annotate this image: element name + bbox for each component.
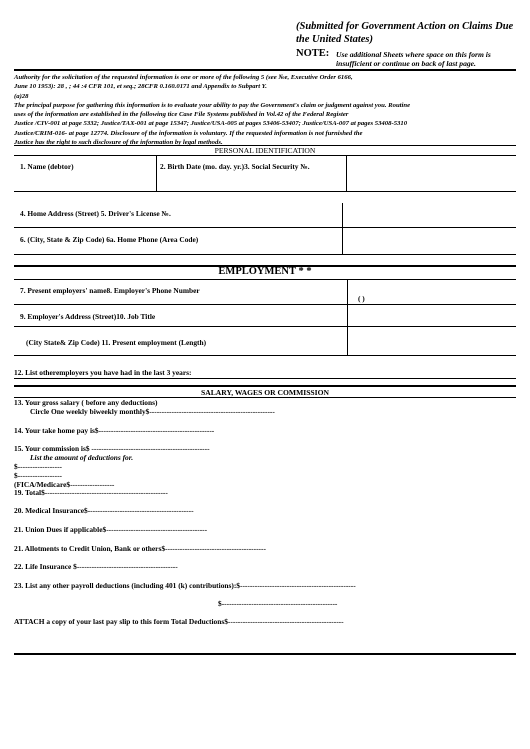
attach-total-deductions-line: ATTACH a copy of your last pay slip to this form Total Deductions$----------------------------------------------- [14, 617, 344, 626]
gross-salary-label: 13. Your gross salary ( before any deductions) [14, 398, 158, 407]
medical-insurance-line: 20. Medical Insurance$------------------------------------------- [14, 506, 194, 515]
top-rule [14, 69, 516, 71]
divider [346, 155, 347, 191]
divider [342, 227, 343, 254]
divider [14, 279, 516, 280]
deduction-blank-2: $------------------ [14, 471, 62, 480]
salary-rule [14, 385, 516, 387]
divider [14, 254, 516, 255]
divider [14, 304, 516, 305]
section-header-personal: PERSONAL IDENTIFICATION [214, 146, 316, 155]
phone-area-code: ( ) [358, 294, 365, 303]
deduction-blank-1: $------------------ [14, 462, 62, 471]
authority-text: Authority for the solicitation of the requested information is one or more of the following 5 (see №e, Executive Order 6166, June 10 1953): 28 , ; 44 :4 CFR 101, et seq.; 28CFR 0.160.0171 and Appendix to Subpart Y. (a)28 The principal purpose for gathering this information is to evaluate your ability to pay the Government's claim or judgment against you. Routine uses of the information are established in the following tice Case File Systems published in Vol.42 of the Federal Register Justice /CIV-001 at page 5332; Justice/TAX-001 at page 15347; Justice/USA-005 at pages 53406-53407; Justice/USA-007 at pages 53408-5310 Justice/CRIM-016- at page 12774. Disclosure of the information is voluntary. If the requested information is not furnished the Justice has the right to such disclosure of the information by legal methods. [14, 74, 411, 147]
total-line: 19. Total$-------------------------------------------------- [14, 488, 168, 497]
divider [347, 326, 348, 355]
divider [14, 227, 516, 228]
take-home-line: 14. Your take home pay is$----------------------------------------------- [14, 426, 215, 435]
commission-line: 15. Your commission is$ ------------------------------------------------ [14, 444, 210, 453]
divider [347, 304, 348, 326]
additional-deduction-line: $----------------------------------------------- [218, 599, 338, 608]
home-address-label: 4. Home Address (Street) 5. Driver's License №. [20, 209, 171, 218]
note-text: Use additional Sheets where space on this form is insufficient or continue on back of last page. [336, 50, 491, 68]
divider [156, 155, 157, 191]
other-payroll-line: 23. List any other payroll deductions (including 401 (k) contributions):$----------------------------------------------- [14, 581, 356, 590]
deductions-instruction: List the amount of deductions for. [30, 453, 134, 462]
bottom-rule [14, 653, 516, 655]
employer-address-label: 9. Employer's Address (Street)10. Job Title [20, 312, 156, 321]
city-phone-label: 6. (City, State & Zip Code) 6a. Home Phone (Area Code) [20, 235, 199, 244]
divider [14, 326, 516, 327]
other-employers-label: 12. List otheremployers you have had in the last 3 years: [14, 368, 192, 377]
form-title: (Submitted for Government Action on Claims Due the United States) [296, 21, 514, 45]
fica-line: (FICA/Medicare$------------------ [14, 480, 115, 489]
city-length-label: (City State& Zip Code) 11. Present employment (Length) [26, 338, 207, 347]
life-insurance-line: 22. Life Insurance $----------------------------------------- [14, 562, 178, 571]
divider [14, 378, 516, 379]
employer-name-label: 7. Present employers' name8. Employer's Phone Number [20, 286, 200, 295]
divider [14, 191, 516, 192]
divider [342, 203, 343, 227]
divider [347, 279, 348, 304]
section-header-salary: SALARY, WAGES OR COMMISSION [200, 388, 329, 397]
divider [14, 155, 516, 156]
divider [14, 355, 516, 356]
birth-ssn-label: 2. Birth Date (mo. day. yr.)3. Social Security №. [160, 162, 310, 171]
pay-frequency-line: Circle One weekly biweekly monthly$--------------------------------------------------- [30, 407, 275, 416]
name-label: 1. Name (debtor) [20, 162, 74, 171]
allotments-line: 21. Allotments to Credit Union, Bank or others$----------------------------------------- [14, 544, 266, 553]
section-header-employment: EMPLOYMENT * * [218, 266, 312, 277]
union-dues-line: 21. Union Dues if applicable$----------------------------------------- [14, 525, 208, 534]
note-label: NOTE: [296, 48, 330, 59]
